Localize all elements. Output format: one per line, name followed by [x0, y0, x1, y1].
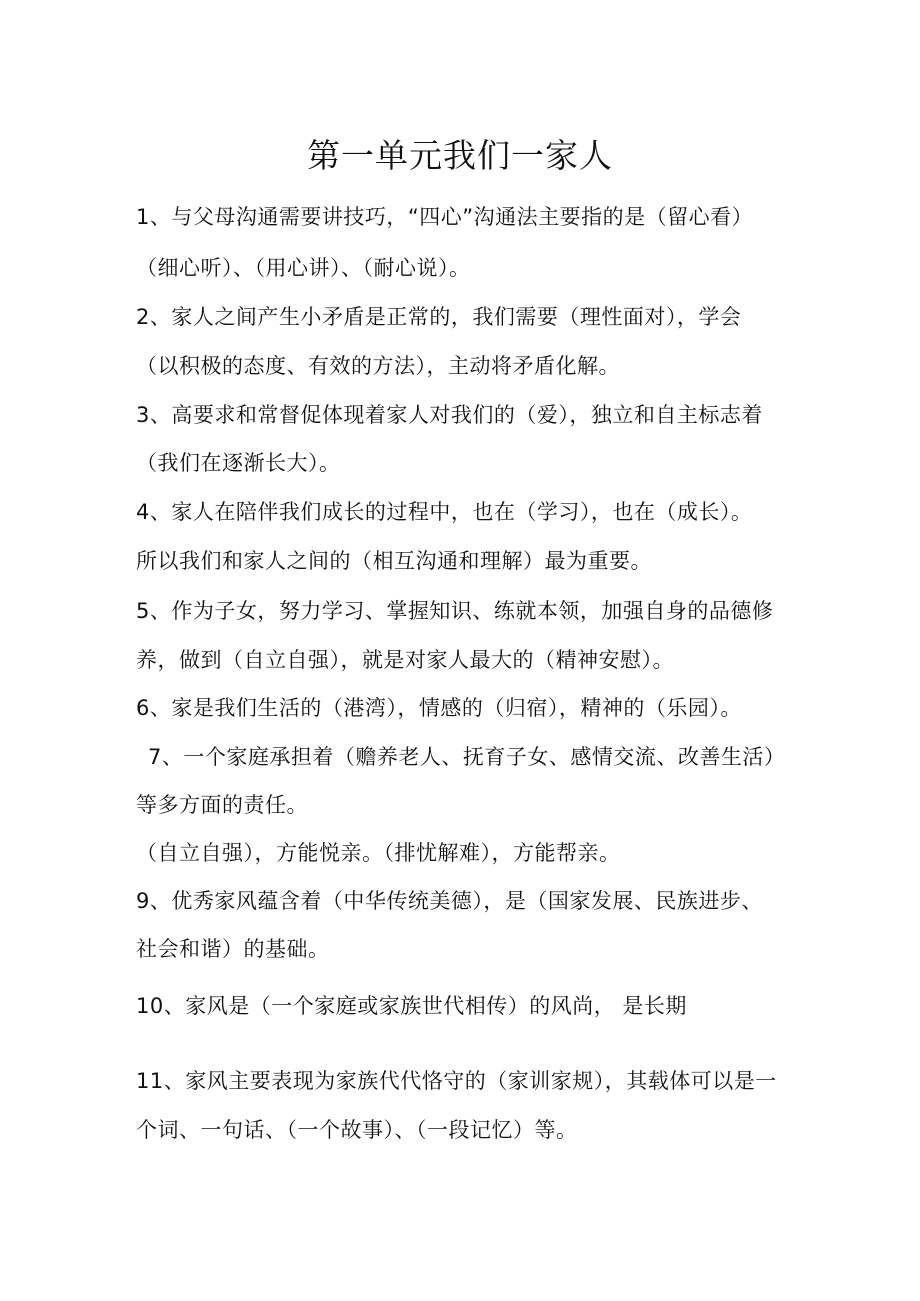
text-line: 所以我们和家人之间的（相互沟通和理解）最为重要。 — [136, 549, 652, 573]
text-line: 养，做到（自立自强），就是对家人最大的（精神安慰）。 — [136, 648, 674, 672]
text-line: 1、与父母沟通需要讲技巧，“四心”沟通法主要指的是（留心看） — [136, 205, 754, 229]
text-line: （自立自强），方能悦亲。（排忧解难），方能帮亲。 — [136, 841, 621, 865]
text-line: 10、家风是（一个家庭或家族世代相传）的风尚， 是长期 — [136, 994, 687, 1018]
text-line: 9、优秀家风蕴含着（中华传统美德），是（国家发展、民族进步、 — [136, 889, 763, 913]
text-line: 个词、一句话、（一个故事）、（一段记忆）等。 — [136, 1118, 578, 1142]
text-line: （细心听）、（用心讲）、（耐心说）。 — [136, 256, 471, 280]
text-line: 6、家是我们生活的（港湾），情感的（归宿），精神的（乐园）。 — [136, 696, 742, 720]
text-line: 3、高要求和常督促体现着家人对我们的（爱），独立和自主标志着 — [136, 403, 763, 427]
text-line: （以积极的态度、有效的方法），主动将矛盾化解。 — [136, 354, 620, 378]
text-line: 7、一个家庭承担着（赡养老人、抚育子女、感情交流、改善生活） — [148, 745, 786, 769]
text-line: 4、家人在陪伴我们成长的过程中，也在（学习），也在（成长）。 — [136, 500, 753, 524]
text-line: 5、作为子女，努力学习、掌握知识、练就本领，加强自身的品德修 — [136, 599, 774, 623]
text-line: 11、家风主要表现为家族代代恪守的（家训家规），其载体可以是一 — [136, 1069, 777, 1093]
page-title: 第一单元我们一家人 — [307, 136, 613, 175]
text-line: （我们在逐渐长大）。 — [136, 451, 341, 475]
text-line: 等多方面的责任。 — [136, 793, 308, 817]
text-line: 社会和谐）的基础。 — [136, 937, 330, 961]
text-line: 2、家人之间产生小矛盾是正常的，我们需要（理性面对），学会 — [136, 305, 742, 329]
